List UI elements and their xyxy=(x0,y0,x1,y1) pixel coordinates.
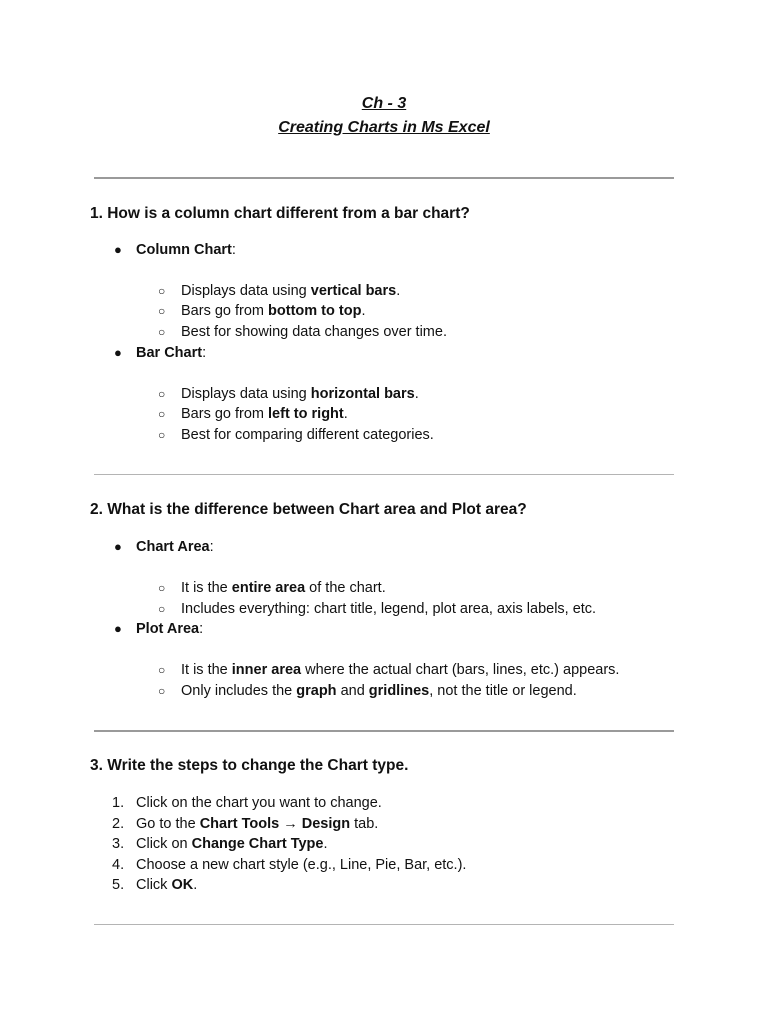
question-1-heading: 1. How is a column chart different from a bar chart? xyxy=(90,205,470,222)
circle-bullet-icon: ○ xyxy=(158,602,166,616)
circle-bullet-icon: ○ xyxy=(158,581,166,595)
bullet-dot-icon: ● xyxy=(114,242,122,257)
term-label: Bar Chart xyxy=(136,345,203,361)
term-label: Column Chart xyxy=(136,242,232,258)
circle-bullet-icon: ○ xyxy=(158,428,166,442)
bullet-dot-icon: ● xyxy=(114,539,122,554)
chapter-number: Ch - 3 xyxy=(361,95,407,112)
divider xyxy=(94,924,674,925)
circle-bullet-icon: ○ xyxy=(158,284,166,298)
circle-bullet-icon: ○ xyxy=(158,407,166,421)
chapter-title: Creating Charts in Ms Excel xyxy=(278,119,490,136)
bullet-dot-icon: ● xyxy=(114,621,122,636)
term-label: Plot Area xyxy=(136,621,200,637)
question-2-heading: 2. What is the difference between Chart area and Plot area? xyxy=(90,501,527,518)
question-3-heading: 3. Write the steps to change the Chart type. xyxy=(90,757,409,774)
circle-bullet-icon: ○ xyxy=(158,684,166,698)
circle-bullet-icon: ○ xyxy=(158,663,166,677)
divider xyxy=(94,730,674,732)
term-label: Chart Area xyxy=(136,539,210,555)
circle-bullet-icon: ○ xyxy=(158,387,166,401)
divider xyxy=(94,177,674,179)
circle-bullet-icon: ○ xyxy=(158,304,166,318)
circle-bullet-icon: ○ xyxy=(158,325,166,339)
bullet-dot-icon: ● xyxy=(114,345,122,360)
divider xyxy=(94,474,674,475)
